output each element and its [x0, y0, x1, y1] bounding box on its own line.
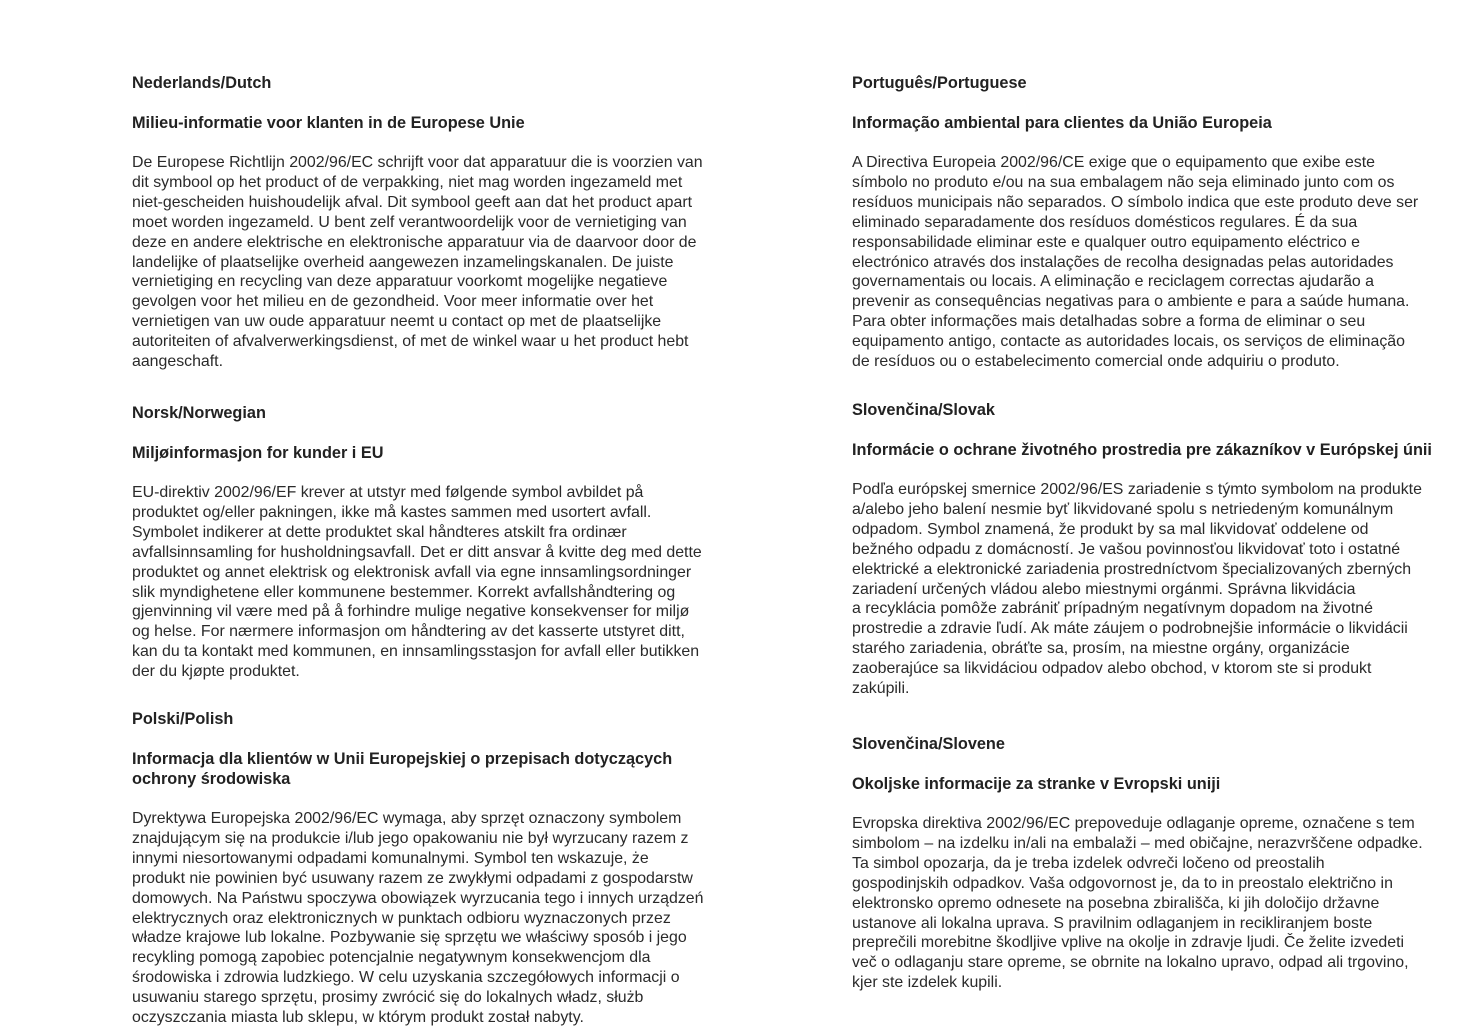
section-body: Dyrektywa Europejska 2002/96/EC wymaga, aby sprzęt oznaczony symbolem znajdującym się na produkcie i/lub jego opakowaniu nie był wyrzucany razem z innymi niesortowanymi odpadami komunalnymi. Symbol ten wskazuje, że produkt nie powinien być usuwany razem ze zwykłymi odpadami z gospodarstw domowych. Na Państwu spoczywa obowiązek wyrzucania tego i innych urządzeń elektrycznych oraz elektronicznych w punktach odbioru wyznaczonych przez władze krajowe lub lokalne. Pozbywanie się sprzętu we właściwy sposób i jego recykling pomogą zapobiec potencjalnie negatywnym konsekwencjom dla środowiska i zdrowia ludzkiego. W celu uzyskania szczegółowych informacji o usuwaniu starego sprzętu, prosimy zwrócić się do lokalnych władz, służb oczyszczania miasta lub sklepu, w którym produkt został nabyty.	[132, 810, 704, 1027]
section-body: EU-direktiv 2002/96/EF krever at utstyr med følgende symbol avbildet på produktet og/eller pakningen, ikke må kastes sammen med usortert avfall. Symbolet indikerer at dette produktet skal håndteres atskilt fra ordinær avfallsinnsamling for husholdningsavfall. Det er ditt ansvar å kvitte deg med dette produktet og annet elektrisk og elektronisk avfall via egne innsamlingsordninger slik myndighetene eller kommunene bestemmer. Korrekt avfallshåndtering og gjenvinning vil være med på å forhindre mulige negative konsekvenser for miljø og helse. For nærmere informasjon om håndtering av det kasserte utstyret ditt, kan du ta kontakt med kommunen, en innsamlingsstasjon for avfall eller butikken der du kjøpte produktet.	[132, 484, 702, 681]
section-heading: Informação ambiental para clientes da União Europeia	[852, 114, 1272, 132]
language-label: Slovenčina/Slovene	[852, 735, 1005, 753]
section-body: A Directiva Europeia 2002/96/CE exige que o equipamento que exibe este símbolo no produto e/ou na sua embalagem não seja eliminado junto com os resíduos municipais não separados. O símbolo indica que este produto deve ser eliminado separadamente dos resíduos domésticos regulares. É da sua responsabilidade eliminar este e qualquer outro equipamento eléctrico e electrónico através dos instalações de recolha designadas pelas autoridades governamentais ou locais. A eliminação e reciclagem correctas ajudarão a prevenir as consequências negativas para o ambiente e para a saúde humana. Para obter informações mais detalhadas sobre a forma de eliminar o seu equipamento antigo, contacte as autoridades locais, os serviços de eliminação de resíduos ou o estabelecimento comercial onde adquiriu o produto.	[852, 154, 1419, 371]
language-label: Polski/Polish	[132, 710, 234, 728]
language-label: Nederlands/Dutch	[132, 74, 272, 92]
language-label: Norsk/Norwegian	[132, 404, 266, 422]
section-polish	[132, 709, 772, 1028]
section-slovak	[852, 400, 1477, 699]
section-heading: Informacja dla klientów w Unii Europejskiej o przepisach dotyczących ochrony środowiska	[132, 750, 673, 788]
language-label: Slovenčina/Slovak	[852, 401, 995, 419]
section-heading: Informácie o ochrane životného prostredia pre zákazníkov v Európskej únii	[852, 441, 1432, 459]
section-heading: Miljøinformasjon for kunder i EU	[132, 444, 384, 462]
section-body: Podľa európskej smernice 2002/96/ES zariadenie s týmto symbolom na produkte a/alebo jeho balení nesmie byť likvidované spolu s netriedeným komunálnym odpadom. Symbol znamená, že produkt by sa mal likvidovať oddelene od bežného odpadu z domácností. Je vašou povinnosťou likvidovať toto i ostatné elektrické a elektronické zariadenia prostredníctvom špecializovaných zberných zariadení určených vládou alebo miestnymi orgánmi. Správna likvidácia a recyklácia pomôže zabrániť prípadným negatívnym dopadom na životné prostredie a zdravie ľudí. Ak máte záujem o podrobnejšie informácie o likvidácii starého zariadenia, obráťte sa, prosím, na miestne orgány, organizácie zaoberajúce sa likvidáciou odpadov alebo obchod, v ktorom ste si produkt zakúpili.	[852, 481, 1422, 698]
language-label: Português/Portuguese	[852, 74, 1027, 92]
section-dutch	[132, 73, 772, 372]
section-body: Evropska direktiva 2002/96/EC prepoveduje odlaganje opreme, označene s tem simbolom – na izdelku in/ali na embalaži – med običajne, nerazvrščene odpadke. Ta simbol opozarja, da je treba izdelek odvreči ločeno od preostalih gospodinjskih odpadkov. Vaša odgovornost je, da to in preostalo električno in elektronsko opremo odnesete na posebna zbirališča, ki jih določijo državne ustanove ali lokalna uprava. S pravilnim odlaganjem in recikliranjem boste preprečili morebitne škodljive vplive na okolje in zdravje ljudi. Če želite izvedeti več o odlaganju stare opreme, se obrnite na lokalno upravo, odpad ali trgovino, kjer ste izdelek kupili.	[852, 815, 1423, 992]
section-heading: Milieu-informatie voor klanten in de Europese Unie	[132, 114, 525, 132]
section-heading: Okoljske informacije za stranke v Evropski uniji	[852, 775, 1221, 793]
section-norwegian	[132, 403, 772, 682]
section-body: De Europese Richtlijn 2002/96/EC schrijft voor dat apparatuur die is voorzien van dit symbool op het product of de verpakking, niet mag worden ingezameld met niet-gescheiden huishoudelijk afval. Dit symbool geeft aan dat het product apart moet worden ingezameld. U bent zelf verantwoordelijk voor de vernietiging van deze en andere elektrische en elektronische apparatuur via de daarvoor door de landelijke of plaatselijke overheid aangewezen inzamelingskanalen. De juiste vernietiging en recycling van deze apparatuur voorkomt mogelijke negatieve gevolgen voor het milieu en de gezondheid. Voor meer informatie over het vernietigen van uw oude apparatuur neemt u contact op met de plaatselijke autoriteiten of afvalverwerkingsdienst, of met de winkel waar u het product hebt aangeschaft.	[132, 154, 703, 371]
section-slovene	[852, 734, 1477, 993]
section-portuguese	[852, 73, 1477, 372]
